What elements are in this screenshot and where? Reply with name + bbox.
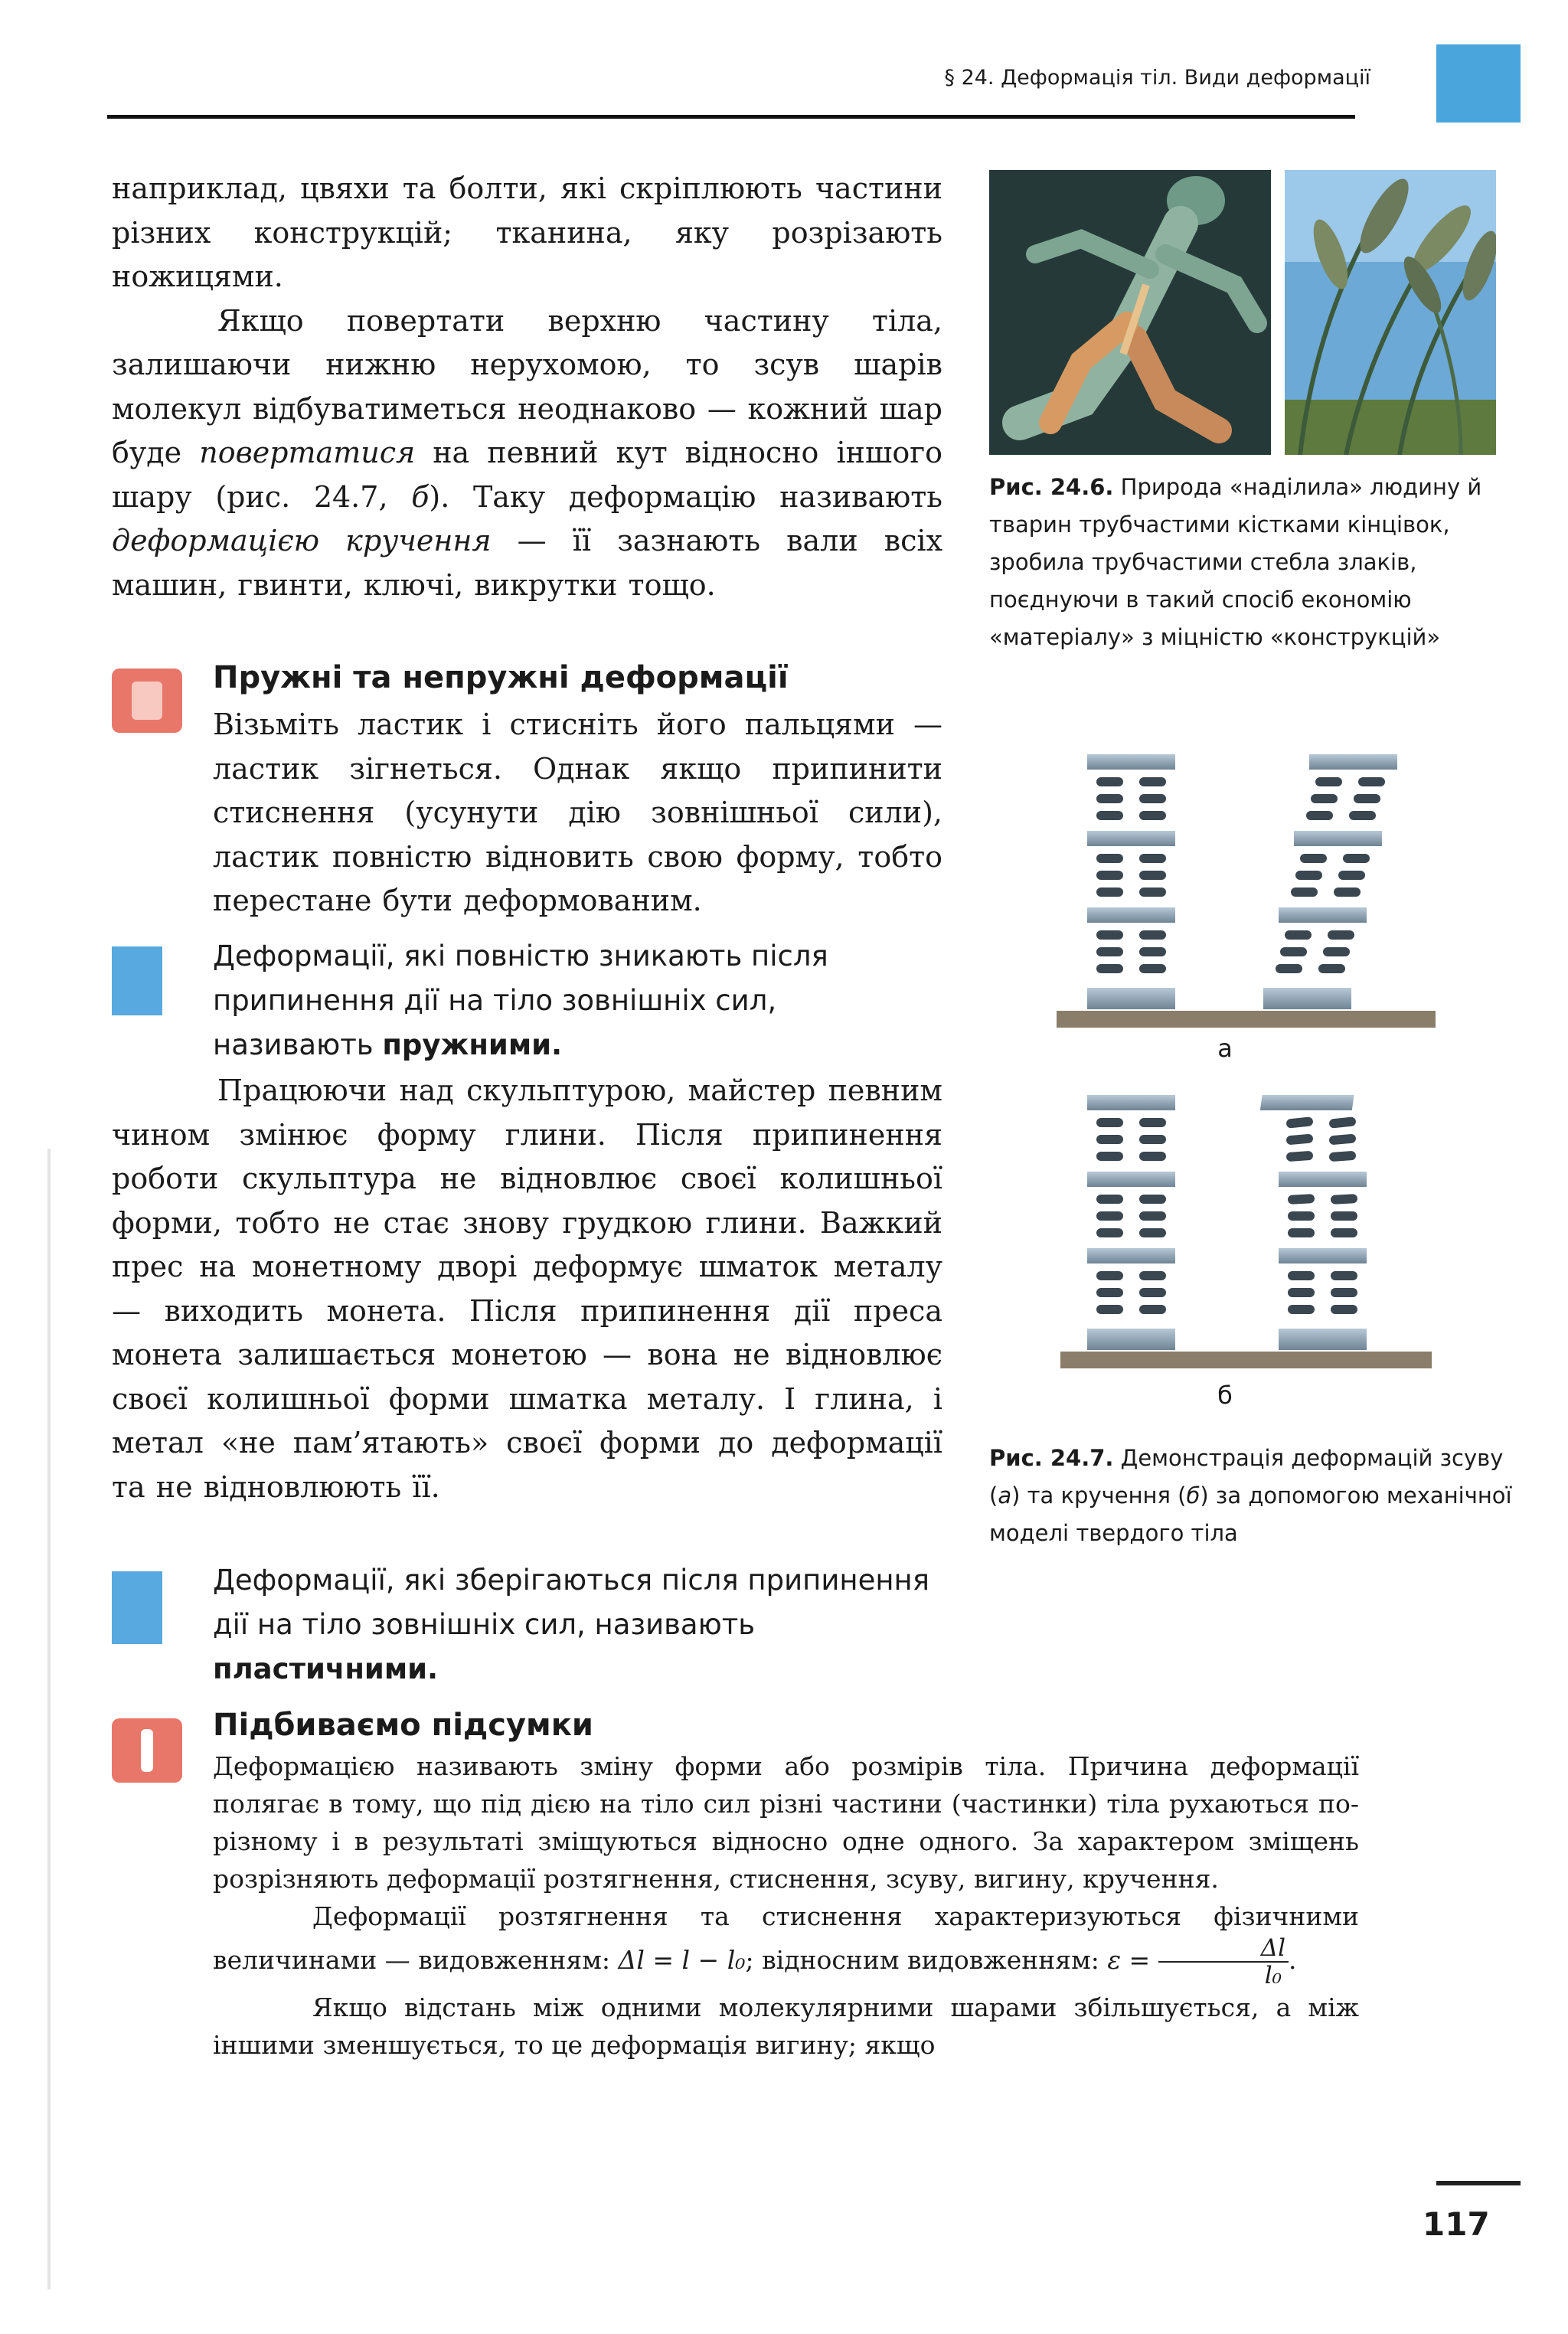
summary-formulas: Деформації розтягнення та стиснення характеризуються фізичними величинами — видовженням: Δl = l − l₀; відносним видовженням: ε = $\frac{\Delta l}{\text{l₀}}$ .	[213, 1901, 1359, 1989]
spring-model-shear	[1057, 747, 1436, 1031]
body-paragraph-1: наприклад, цвяхи та болти, які скріплюють частини різних конструкцій; тканина, яку розрізають ножицями. Якщо повертати верхню частину тіла, залишаючи нижню нерухомою, то зсув шарів молекул відбуватиметься неоднаково — кожний шар буде повертатися на певний кут відносно іншого шару (рис. 24.7, б). Таку деформацію називають деформацією кручення — її зазнають вали всіх машин, гвинти, ключі, викрутки тощо.	[112, 167, 942, 607]
definition-elastic: Деформації, які повністю зникають після припинення дії на тіло зовнішніх сил, називають пружними.	[213, 940, 828, 1061]
figure-24-7-sublabel-b: б	[1217, 1381, 1233, 1410]
spring-model-shear-drawing	[1057, 747, 1436, 1031]
relative-elongation-fraction: $\frac{\Delta l}{\text{l₀}}$	[1158, 1935, 1289, 1989]
body-paragraph-3: Візьміть ластик і стисніть його пальцями — ластик зігнеться. Однак якщо припинити стиснення (усунути дію зовнішньої сили), ластик повністю відновить свою форму, тобто перестане бути деформованим.	[213, 708, 942, 917]
body-paragraph-2: Якщо повертати верхню частину тіла, залишаючи нижню нерухомою, то зсув шарів молекул відбуватиметься неоднаково — кожний шар буде повертатися на певний кут відносно іншого шару (рис. 24.7, б). Таку деформацію називають деформацією кручення — її зазнають вали всіх машин, гвинти, ключі, викрутки тощо.	[112, 303, 943, 602]
section-title-elastic: Пружні та непружні деформації	[213, 660, 789, 695]
wheat-photo	[1285, 170, 1496, 455]
scan-edge	[47, 1149, 51, 2290]
page-number-rule	[1436, 2181, 1521, 2185]
xray-runner-photo	[989, 170, 1271, 455]
definition-marker	[112, 946, 162, 1015]
experiment-icon	[112, 668, 182, 733]
running-header: § 24. Деформація тіл. Види деформації	[944, 66, 1370, 90]
figure-24-6-caption: Рис. 24.6. Природа «наділила» людину й тварин трубчастими кістками кінцівок, зробила трубчастими стебла злаків, поєднуючи в такий спосіб економію «матеріалу» з міцністю «конструкцій»	[989, 474, 1482, 650]
summary-text: Деформацією називають зміну форми або розмірів тіла. Причина деформації полягає в тому, що під дією на тіло сил різні частини (частинки) тіла рухаються по-різному і в результаті зміщуються відносно одне одного. За характером зміщень розрізняють деформації розтягнення, стиснення, зсуву, вигину, кручення. Деформації розтягнення та стиснення характеризуються фізичними величинами — видовженням: Δl = l − l₀; відносним видовженням: ε = $\frac{\Delta l}{\text{l₀}}$ . Якщо відстань між одними молекулярними шарами збільшується, а між іншими зменшується, то це деформація вигину; якщо	[213, 1751, 1359, 2060]
wheat-image	[1285, 170, 1496, 455]
figure-24-7-caption: Рис. 24.7. Демонстрація деформацій зсуву (а) та кручення (б) за допомогою механічної моделі твердого тіла	[989, 1445, 1512, 1546]
header-color-tab	[1436, 44, 1521, 123]
left-column-upright	[1087, 754, 1175, 1009]
right-column-twisted	[1260, 1095, 1367, 1350]
figure-24-7-sublabel-a: а	[1217, 1034, 1233, 1063]
definition-plastic: Деформації, які зберігаються після припинення дії на тіло зовнішніх сил, називають пластичними.	[213, 1564, 929, 1685]
left-column-upright	[1087, 1095, 1175, 1350]
header-rule	[107, 115, 1355, 119]
body-paragraph-4: Працюючи над скульптурою, майстер певним чином змінює форму глини. Після припинення роботи скульптура не відновлює своєї колишньої форми, тобто не стає знову грудкою глини. Важкий прес на монетному дворі деформує шматок металу — виходить монета. Після припинення дії преса монета залишається монетою — вона не відновлює своєї колишньої форми шматка металу. І глина, і метал «не пам’ятають» своєї форми до деформації та не відновлюють її.	[112, 1074, 942, 1504]
section-title-summary: Підбиваємо підсумки	[213, 1708, 593, 1743]
definition-marker	[112, 1571, 162, 1644]
spring-model-torsion	[1057, 1087, 1436, 1372]
page-number: 117	[1423, 2205, 1490, 2243]
xray-runner-image	[989, 170, 1271, 455]
right-column-sheared	[1263, 754, 1397, 1009]
spring-model-torsion-drawing	[1057, 1087, 1436, 1372]
summary-icon	[112, 1718, 182, 1783]
